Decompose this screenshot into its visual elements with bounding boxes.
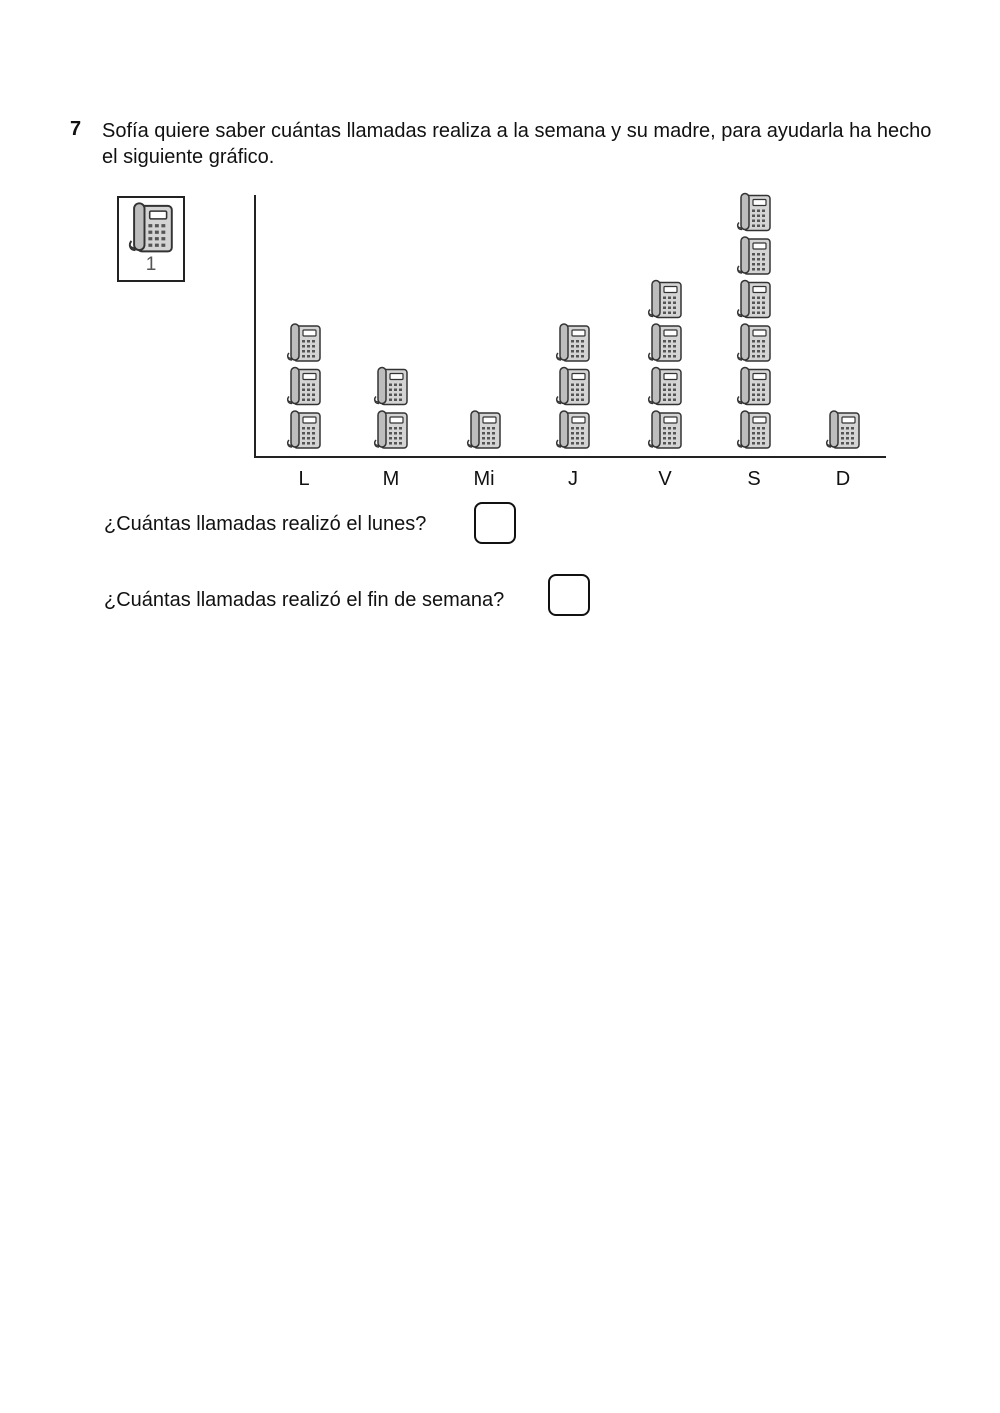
question-monday: ¿Cuántas llamadas realizó el lunes?	[104, 513, 427, 535]
telephone-icon	[738, 194, 770, 231]
telephone-icon	[827, 411, 859, 448]
telephone-icon	[288, 324, 320, 361]
telephone-icon	[649, 411, 681, 448]
telephone-icon	[557, 411, 589, 448]
telephone-icon	[649, 281, 681, 318]
telephone-icon	[288, 411, 320, 448]
telephone-icon	[375, 368, 407, 405]
telephone-icon	[557, 368, 589, 405]
pictogram-chart	[240, 180, 900, 500]
key-box	[117, 196, 185, 282]
x-tick-label: D	[835, 468, 851, 490]
telephone-icon	[375, 411, 407, 448]
telephone-icon	[738, 411, 770, 448]
x-tick-label: M	[382, 468, 400, 490]
telephone-icon	[649, 368, 681, 405]
x-tick-label: V	[658, 468, 672, 490]
question-weekend: ¿Cuántas llamadas realizó el fin de semana?	[104, 589, 505, 611]
x-tick-label: L	[298, 468, 310, 490]
telephone-icon	[288, 368, 320, 405]
telephone-icon	[738, 368, 770, 405]
x-tick-label: J	[568, 468, 578, 490]
x-tick-label: S	[747, 468, 761, 490]
answer-box-weekend[interactable]	[548, 574, 590, 616]
key-value: 1	[145, 254, 157, 275]
telephone-icon	[123, 202, 179, 254]
telephone-icon	[468, 411, 500, 448]
telephone-icon	[738, 324, 770, 361]
telephone-icon	[738, 237, 770, 274]
x-tick-label: Mi	[473, 468, 495, 490]
question-text: Sofía quiere saber cuántas llamadas realiza a la semana y su madre, para ayudarla ha hecho el siguiente gráfico.	[102, 120, 932, 168]
answer-box-monday[interactable]	[474, 502, 516, 544]
telephone-icon	[738, 281, 770, 318]
telephone-icon	[649, 324, 681, 361]
telephone-icon	[557, 324, 589, 361]
question-number: 7	[70, 118, 82, 140]
